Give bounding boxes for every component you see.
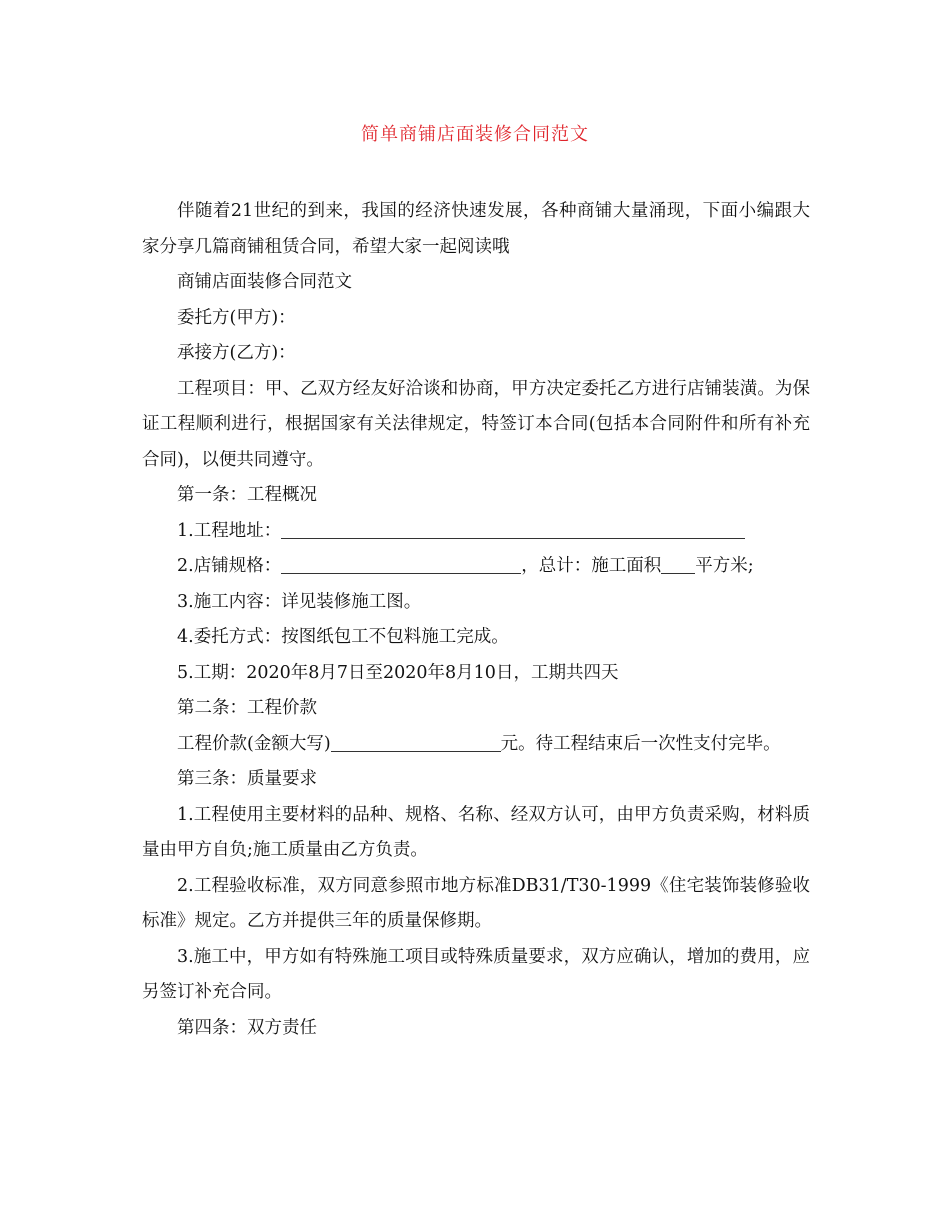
area-blank xyxy=(661,553,695,574)
article-4-heading: 第四条：双方责任 xyxy=(177,1017,317,1038)
article-1-item-5: 5.工期：2020年8月7日至2020年8月10日，工期共四天 xyxy=(177,662,619,683)
address-blank xyxy=(281,518,745,539)
price-label: 工程价款(金额大写) xyxy=(177,733,331,754)
article-1-item-1 xyxy=(142,514,810,550)
price-blank xyxy=(331,731,501,752)
intro-paragraph: 伴随着21世纪的到来，我国的经济快速发展，各种商铺大量涌现，下面小编跟大家分享几篇商铺租赁合同，希望大家一起阅读哦 xyxy=(142,201,810,257)
spec-blank xyxy=(281,553,521,574)
article-2-item-1 xyxy=(142,727,810,763)
article-3-item-3: 3.施工中，甲方如有特殊施工项目或特殊质量要求，双方应确认，增加的费用，应另签订补充合同。 xyxy=(142,946,810,1002)
price-terms: 元。待工程结束后一次性支付完毕。 xyxy=(500,733,781,754)
contract-subtitle: 商铺店面装修合同范文 xyxy=(177,272,352,292)
area-unit: 平方米; xyxy=(695,556,754,576)
article-1-item-3: 3.施工内容：详见装修施工图。 xyxy=(177,591,422,612)
article-2-heading: 第二条：工程价款 xyxy=(177,698,317,718)
party-a-line: 委托方(甲方)： xyxy=(177,307,296,328)
article-1-item-2 xyxy=(142,549,810,585)
document-body xyxy=(142,194,810,1046)
project-paragraph: 工程项目：甲、乙双方经友好洽谈和协商，甲方决定委托乙方进行店铺装潢。为保证工程顺利进行，根据国家有关法律规定，特签订本合同(包括本合同附件和所有补充合同)，以便共同遵守。 xyxy=(142,378,810,470)
area-label: ，总计：施工面积 xyxy=(521,556,662,576)
article-1-item-4: 4.委托方式：按图纸包工不包料施工完成。 xyxy=(177,627,509,647)
article-1-heading: 第一条：工程概况 xyxy=(177,485,317,505)
address-label: 1.工程地址： xyxy=(177,520,282,541)
article-3-item-1: 1.工程使用主要材料的品种、规格、名称、经双方认可，由甲方负责采购，材料质量由甲方自负;施工质量由乙方负责。 xyxy=(142,804,810,860)
document-title: 简单商铺店面装修合同范文 xyxy=(361,124,589,145)
article-3-item-2: 2.工程验收标准，双方同意参照市地方标准DB31/T30-1999《住宅装饰装修验收标准》规定。乙方并提供三年的质量保修期。 xyxy=(142,875,810,931)
article-3-heading: 第三条：质量要求 xyxy=(177,769,317,789)
spec-label: 2.店铺规格： xyxy=(177,556,282,576)
party-b-line: 承接方(乙方)： xyxy=(177,343,296,363)
